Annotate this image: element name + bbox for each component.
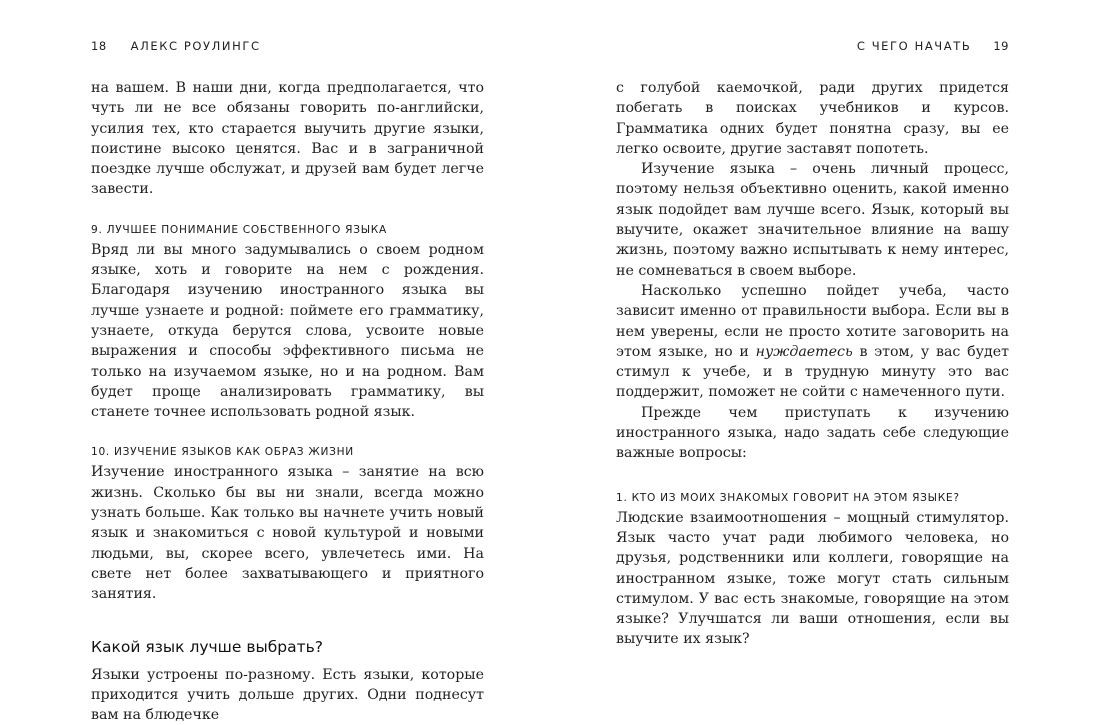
left-page-number: 18 [91, 39, 107, 53]
paragraph: Вряд ли вы много задумывались о своем родном языке, хоть и говорите на нем с рождения. Благодаря изучению иностранного языка вы лучше узнаете и родной: поймете его грамматику, узнаете, откуда берутся слова, усвоите новые выражения и способы эффективного письма не только на изучаемом языке, но и на родном. Вам будет проще анализировать грамматику, вы станете точнее использовать родной язык. [91, 241, 484, 421]
emphasis: нуждаетесь [755, 343, 853, 360]
paragraph: Языки устроены по-разному. Есть языки, которые приходится учить дольше других. Одни поднесут вам на блюдечке [91, 666, 484, 724]
left-page-column [91, 78, 484, 725]
subheading-10: 10. ИЗУЧЕНИЕ ЯЗЫКОВ КАК ОБРАЗ ЖИЗНИ [91, 446, 354, 459]
paragraph: с голубой каемочкой, ради других придется побегать в поисках учебников и курсов. Грамматика одних будет понятна сразу, вы ее легко освоите, другие заставят попотеть. [616, 80, 1009, 157]
paragraph: на вашем. В наши дни, когда предполагается, что чуть ли не все обязаны говорить по-английски, усилия тех, кто старается выучить другие языки, поистине высоко ценятся. Вас и в заграничной поездке лучше обслужат, и друзей вам будет легче завести. [91, 80, 484, 198]
subheading-9: 9. ЛУЧШЕЕ ПОНИМАНИЕ СОБСТВЕННОГО ЯЗЫКА [91, 223, 387, 236]
left-running-header [91, 38, 261, 54]
subheading-1: 1. КТО ИЗ МОИХ ЗНАКОМЫХ ГОВОРИТ НА ЭТОМ ЯЗЫКЕ? [616, 491, 960, 504]
paragraph: Прежде чем приступать к изучению иностранного языка, надо задать себе следующие важные вопросы: [616, 404, 1009, 462]
right-page-number: 19 [993, 39, 1009, 53]
paragraph: Изучение языка – очень личный процесс, поэтому нельзя объективно оценить, какой именно язык подойдет вам лучше всего. Язык, который вы выучите, окажет значительное влияние на вашу жизнь, поэтому важно испытывать к нему интерес, не сомневаться в своем выборе. [616, 161, 1009, 279]
paragraph: Изучение иностранного языка – занятие на всю жизнь. Сколько бы вы ни знали, всегда можно узнать больше. Как только вы начнете учить новый язык и знакомиться с новой культурой и новыми людьми, вы, скорее всего, увлечетесь ими. На свете нет более захватывающего и приятного занятия. [91, 464, 484, 603]
author-running-head: АЛЕКС РОУЛИНГС [130, 39, 261, 53]
right-running-header [857, 38, 1009, 54]
chapter-running-head: С ЧЕГО НАЧАТЬ [856, 39, 972, 53]
right-page-column [616, 78, 1009, 650]
section-title: Какой язык лучше выбрать? [91, 637, 323, 656]
text-run: в этом, у вас будет стимул к учебе, и в трудную минуту это вас поддержит, поможет не сойти с намеченного пути. [616, 343, 1009, 401]
paragraph: Людские взаимоотношения – мощный стимулятор. Язык часто учат ради любимого человека, но друзья, родственники или коллеги, говорящие на иностранном языке, тоже могут стать сильным стимулом. У вас есть знакомые, говорящие на этом языке? Улучшатся ли ваши отношения, если вы выучите их язык? [616, 509, 1009, 648]
paragraph [616, 281, 1009, 403]
text-run: Насколько успешно пойдет учеба, часто зависит именно от правильности выбора. Если вы в нем уверены, если не просто хотите заговорить на этом языке, но и [616, 282, 1009, 360]
